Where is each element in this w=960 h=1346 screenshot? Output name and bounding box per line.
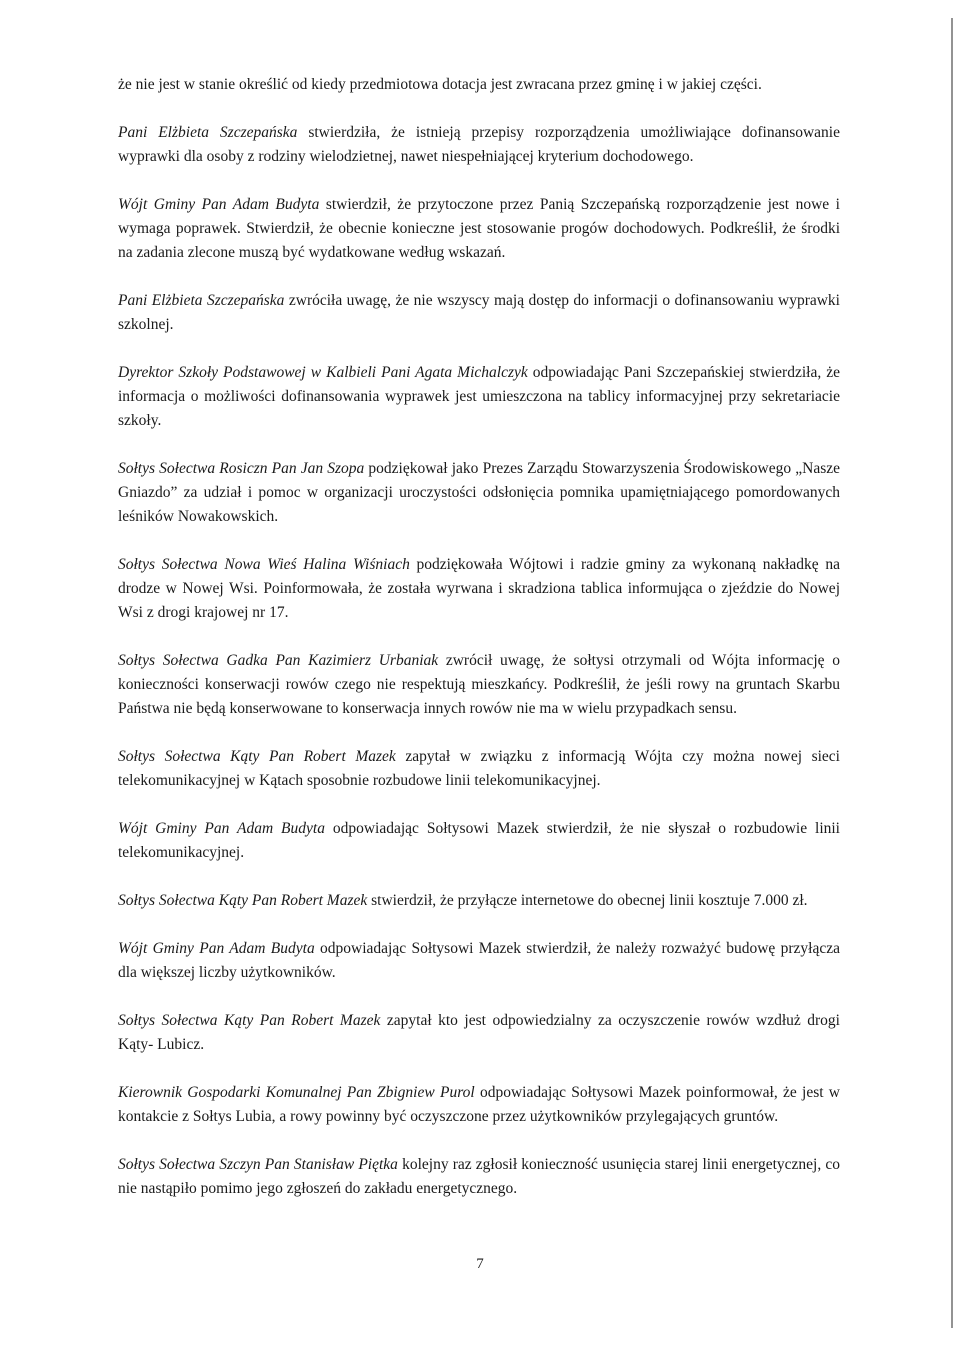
paragraph (118, 1009, 840, 1057)
paragraph (118, 553, 840, 625)
paragraph-text: odpowiadając Pani Szczepańskiej stwierdziła, że informacja o możliwości dofinansowania wyprawek jest umieszczona na tablicy informacyjnej przy sekretariacie szkoły. (118, 364, 840, 429)
paragraph (118, 457, 840, 529)
paragraph (118, 817, 840, 865)
paragraph-text: odpowiadając Sołtysowi Mazek stwierdził, że nie słyszał o rozbudowie linii telekomunikacyjnej. (118, 820, 840, 861)
paragraph-text: odpowiadając Sołtysowi Mazek stwierdził, że należy rozważyć budowę przyłącza dla większej liczby użytkowników. (118, 940, 840, 981)
document-body (118, 73, 840, 1225)
paragraph (118, 1081, 840, 1129)
paragraph (118, 121, 840, 169)
speaker-name: Pani Elżbieta Szczepańska (118, 124, 298, 141)
paragraph-text: podziękowała Wójtowi i radzie gminy za wykonaną nakładkę na drodze w Nowej Wsi. Poinformowała, że została wyrwana i skradziona tablica informująca o zjeździe do Nowej Wsi z drogi krajowej nr 17. (118, 556, 840, 621)
speaker-name: Pani Elżbieta Szczepańska (118, 292, 285, 309)
paragraph-text: zapytał kto jest odpowiedzialny za oczyszczenie rowów wzdłuż drogi Kąty- Lubicz. (118, 1012, 840, 1053)
speaker-name: Wójt Gminy Pan Adam Budyta (118, 820, 325, 837)
speaker-name: Wójt Gminy Pan Adam Budyta (118, 940, 315, 957)
paragraph-text: stwierdziła, że istnieją przepisy rozporządzenia umożliwiające dofinansowanie wyprawki dla osoby z rodziny wielodzietnej, nawet niespełniającej kryterium dochodowego. (118, 124, 840, 165)
paragraph (118, 289, 840, 337)
paragraph (118, 193, 840, 265)
paragraph-text: stwierdził, że przyłącze internetowe do obecnej linii kosztuje 7.000 zł. (367, 892, 808, 909)
page-number: 7 (476, 1256, 484, 1272)
paragraph (118, 361, 840, 433)
speaker-name: Sołtys Sołectwa Kąty Pan Robert Mazek (118, 892, 368, 909)
paragraph (118, 73, 840, 97)
speaker-name: Wójt Gminy Pan Adam Budyta (118, 196, 320, 213)
paragraph-text: zwróciła uwagę, że nie wszyscy mają dostęp do informacji o dofinansowaniu wyprawki szkolnej. (118, 292, 840, 333)
paragraph (118, 1153, 840, 1201)
paragraph-text: że nie jest w stanie określić od kiedy przedmiotowa dotacja jest zwracana przez gminę i w jakiej części. (118, 76, 762, 93)
speaker-name: Sołtys Sołectwa Kąty Pan Robert Mazek (118, 1012, 381, 1029)
scan-edge-line (951, 18, 953, 1328)
paragraph-text: kolejny raz zgłosił konieczność usunięcia starej linii energetycznej, co nie nastąpiło pomimo jego zgłoszeń do zakładu energetycznego. (118, 1156, 841, 1197)
speaker-name: Sołtys Sołectwa Nowa Wieś Halina Wiśniach (118, 556, 410, 573)
paragraph (118, 745, 840, 793)
paragraph-text: zwrócił uwagę, że sołtysi otrzymali od Wójta informację o konieczności konserwacji rowów czego nie respektują mieszkańcy. Podkreślił, że jeśli rowy na gruntach Skarbu Państwa nie będą konserwowane to konserwacja innych rowów nie ma w wielu przypadkach sensu. (118, 652, 840, 717)
paragraph (118, 889, 840, 913)
speaker-name: Sołtys Sołectwa Kąty Pan Robert Mazek (118, 748, 396, 765)
speaker-name: Dyrektor Szkoły Podstawowej w Kalbieli Pani Agata Michalczyk (118, 364, 528, 381)
speaker-name: Sołtys Sołectwa Rosiczn Pan Jan Szopa (118, 460, 365, 477)
speaker-name: Sołtys Sołectwa Szczyn Pan Stanisław Piętka (118, 1156, 398, 1173)
paragraph-text: odpowiadając Sołtysowi Mazek poinformował, że jest w kontakcie z Sołtys Lubia, a rowy powinny być oczyszczone przez użytkowników przylegających gruntów. (118, 1084, 840, 1125)
paragraph (118, 649, 840, 721)
speaker-name: Kierownik Gospodarki Komunalnej Pan Zbigniew Purol (118, 1084, 475, 1101)
paragraph-text: stwierdził, że przytoczone przez Panią Szczepańską rozporządzenie jest nowe i wymaga poprawek. Stwierdził, że obecnie konieczne jest stosowanie progów dochodowych. Podkreślił, że środki na zadania zlecone muszą być wydatkowane według wskazań. (118, 196, 840, 261)
paragraph-text: podziękował jako Prezes Zarządu Stowarzyszenia Środowiskowego „Nasze Gniazdo” za udział i pomoc w organizacji uroczystości odsłonięcia pomnika upamiętniającego pomordowanych leśników Nowakowskich. (118, 460, 840, 525)
paragraph (118, 937, 840, 985)
speaker-name: Sołtys Sołectwa Gadka Pan Kazimierz Urbaniak (118, 652, 439, 669)
paragraph-text: zapytał w związku z informacją Wójta czy można nowej sieci telekomunikacyjnej w Kątach sposobnie rozbudowe linii telekomunikacyjnej. (118, 748, 840, 789)
